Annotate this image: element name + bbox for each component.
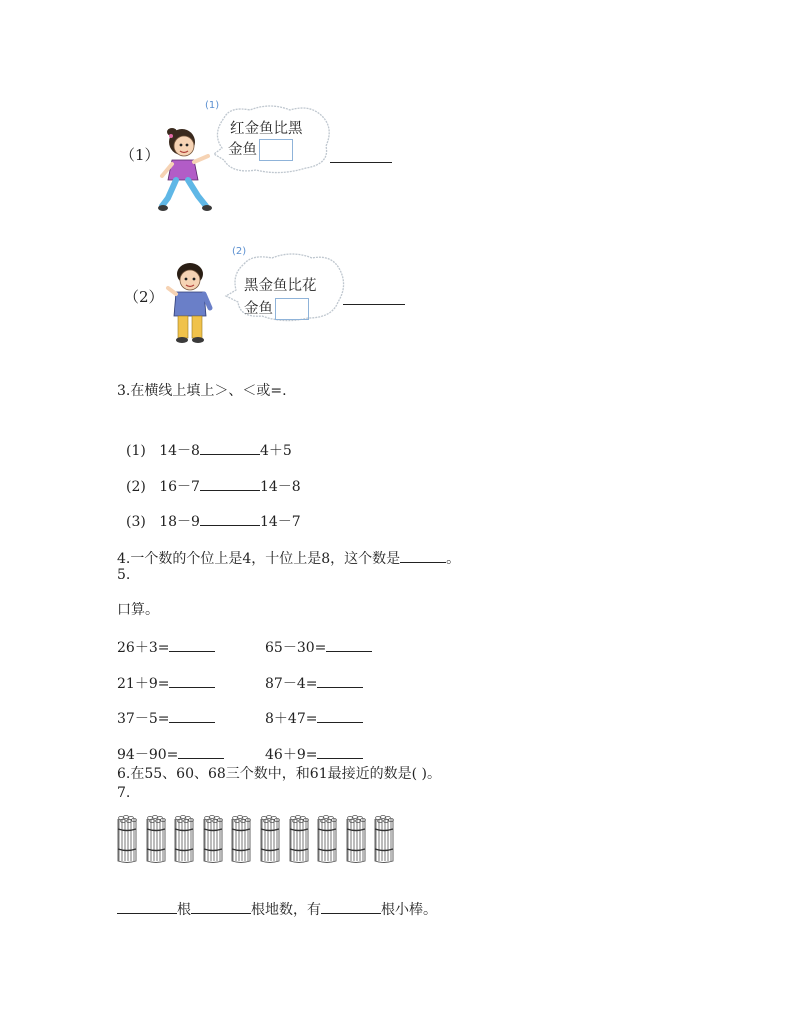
q5-row-4-left	[117, 744, 224, 764]
q5-title: 口算。	[117, 602, 159, 618]
q5-row-2-right-expr: 87－4=	[265, 676, 318, 692]
q5-row-3-right	[265, 708, 363, 728]
q3-item-3	[126, 511, 301, 531]
q3-title: 3.在横线上填上＞、＜或=.	[117, 383, 287, 399]
stick-bundle	[145, 814, 167, 864]
bubble-1-line2	[228, 139, 293, 161]
q5-row-4-left-expr: 94－90=	[117, 747, 179, 763]
q2-item-1-answer-blank[interactable]	[330, 148, 392, 163]
q3-item-1-blank[interactable]	[200, 440, 260, 455]
q3-item-3-index: (3)	[126, 514, 146, 530]
bubble-2-answer-box[interactable]	[275, 298, 309, 320]
q2-item-2-answer-blank[interactable]	[343, 290, 405, 305]
q7-number: 7.	[117, 785, 131, 801]
q5-row-4-right-blank[interactable]	[317, 744, 363, 759]
q2-item-1-index: （1）	[120, 146, 160, 164]
q3-item-2	[126, 476, 301, 496]
bubble-2-line1: 黑金鱼比花	[244, 278, 317, 294]
q2-item-1-note: (1)	[205, 100, 220, 111]
bubble-1-answer-box[interactable]	[259, 139, 293, 161]
stick-bundle	[259, 814, 281, 864]
q5-row-1-left	[117, 637, 215, 657]
q7-text-1: 根	[177, 902, 191, 918]
q5-row-1-right	[265, 637, 372, 657]
q5-row-1-right-expr: 65－30=	[265, 640, 327, 656]
stick-bundle	[345, 814, 367, 864]
q5-row-2-left-blank[interactable]	[169, 673, 215, 688]
q3-item-3-right: 14－7	[259, 514, 301, 530]
q5-row-1-right-blank[interactable]	[326, 637, 372, 652]
q6-text: 6.在55、60、68三个数中，和61最接近的数是( )。	[117, 766, 441, 782]
q2-item-2-index: （2）	[124, 288, 164, 306]
q5-row-4-left-blank[interactable]	[178, 744, 224, 759]
q3-item-2-left: 16－7	[159, 479, 200, 495]
q7-text-3: 根小棒。	[381, 902, 437, 918]
q5-row-3-left	[117, 708, 215, 728]
q7-sentence	[117, 899, 437, 919]
q4-answer-blank[interactable]	[400, 548, 446, 563]
stick-bundle	[373, 814, 395, 864]
stick-bundle	[288, 814, 310, 864]
q5-row-2-right-blank[interactable]	[317, 673, 363, 688]
q2-item-2-note: (2)	[232, 246, 247, 257]
q7-text-2: 根地数，有	[251, 902, 321, 918]
q3-item-2-right: 14－8	[259, 479, 301, 495]
boy-illustration	[164, 260, 216, 344]
q3-item-2-index: (2)	[126, 479, 146, 495]
q3-item-3-blank[interactable]	[200, 511, 260, 526]
q5-row-3-left-blank[interactable]	[169, 708, 215, 723]
q3-item-3-left: 18－9	[159, 514, 200, 530]
stick-bundle	[116, 814, 138, 864]
q4-text: 4.一个数的个位上是4，十位上是8，这个数是	[117, 551, 401, 567]
q5-row-2-right	[265, 673, 363, 693]
bubble-1-line1: 红金鱼比黑	[230, 121, 303, 137]
stick-bundle	[230, 814, 252, 864]
q7-blank-1[interactable]	[117, 899, 177, 914]
q5-number: 5.	[117, 567, 131, 583]
q5-row-3-right-expr: 8＋47=	[265, 711, 318, 727]
stick-bundle	[316, 814, 338, 864]
q5-row-1-left-blank[interactable]	[169, 637, 215, 652]
stick-bundle	[173, 814, 195, 864]
q3-item-1-index: (1)	[126, 443, 146, 459]
q5-row-1-left-expr: 26＋3=	[117, 640, 170, 656]
q5-row-2-left	[117, 673, 215, 693]
q3-item-1-left: 14－8	[159, 443, 200, 459]
q4-text-end: 。	[446, 551, 461, 567]
bubble-2-line2-text: 金鱼	[244, 301, 273, 317]
bubble-1-line2-text: 金鱼	[228, 142, 257, 158]
q5-row-3-left-expr: 37－5=	[117, 711, 170, 727]
bubble-2-line2	[244, 298, 309, 320]
stick-bundle	[202, 814, 224, 864]
q7-blank-2[interactable]	[191, 899, 251, 914]
q5-row-2-left-expr: 21＋9=	[117, 676, 170, 692]
q7-blank-3[interactable]	[321, 899, 381, 914]
q3-item-2-blank[interactable]	[200, 476, 260, 491]
q5-row-3-right-blank[interactable]	[317, 708, 363, 723]
q4-line	[117, 548, 460, 568]
q5-row-4-right-expr: 46＋9=	[265, 747, 318, 763]
q3-item-1	[126, 440, 292, 460]
q3-item-1-right: 4＋5	[259, 443, 292, 459]
q5-row-4-right	[265, 744, 363, 764]
stick-bundles	[116, 814, 406, 864]
girl-illustration	[158, 122, 214, 214]
